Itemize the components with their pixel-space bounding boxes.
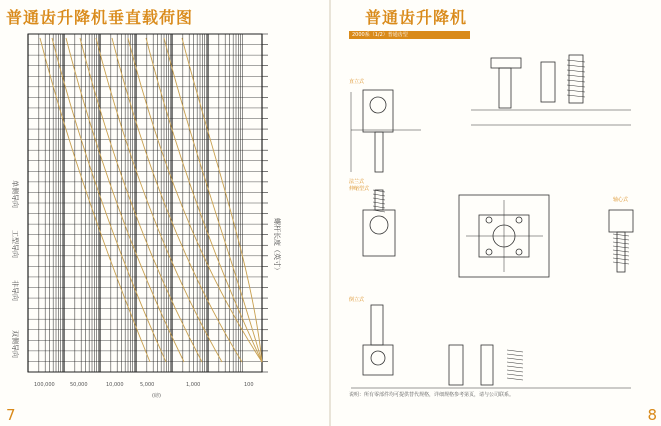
upright-gear (370, 97, 386, 113)
inverted-bellows-fold (507, 366, 523, 368)
bolt-hole (516, 217, 522, 223)
bellows-fold (567, 60, 585, 62)
row-label-3: 工型导向 (11, 230, 19, 258)
inverted-housing (363, 345, 393, 375)
bellows-fold (567, 85, 585, 87)
x-tick-6: 100 (244, 382, 254, 388)
row-label-4: 单侧导向 (11, 180, 19, 208)
upright-housing (363, 90, 393, 132)
bellows-fold (567, 80, 585, 82)
shaft-bellows-fold (613, 234, 629, 236)
right-page-number: 8 (647, 406, 657, 424)
bolt-hole (516, 249, 522, 255)
shaft-screw (617, 232, 625, 272)
upright-screw (375, 132, 383, 172)
load-curve (164, 38, 262, 362)
inverted-bellows-fold (507, 374, 523, 376)
shaft-bellows-fold (613, 258, 629, 260)
shaft-bellows-fold (613, 250, 629, 252)
left-page (0, 0, 330, 426)
load-chart (0, 0, 330, 426)
load-curve (40, 38, 150, 362)
shaft-bellows-fold (613, 238, 629, 240)
bellows-fold (567, 65, 585, 67)
bellows-fold (567, 70, 585, 72)
inverted-bellows-fold (507, 378, 523, 380)
bolt-hole (486, 217, 492, 223)
x-tick-1: 100,000 (34, 382, 55, 388)
x-tick-2: 50,000 (70, 382, 88, 388)
inverted-gear (371, 351, 385, 365)
x-unit-label: (磅) (152, 393, 161, 399)
x-tick-4: 5,000 (140, 382, 155, 388)
inverted-bellows-fold (507, 370, 523, 372)
top-screw (499, 68, 511, 108)
row-label-2: 双侧导向 (11, 330, 19, 358)
shaft-bellows-fold (613, 254, 629, 256)
bellows-fold (567, 90, 585, 92)
bellows-fold (567, 95, 585, 97)
inverted-detail (481, 345, 493, 385)
inverted-bellows-fold (507, 350, 523, 352)
bolt-hole (486, 249, 492, 255)
shaft-bellows-fold (613, 242, 629, 244)
inverted-bellows-fold (507, 358, 523, 360)
x-tick-5: 1,000 (186, 382, 201, 388)
x-tick-3: 10,000 (106, 382, 124, 388)
section-translating: 伸缩型式 (349, 186, 370, 192)
top-plate (491, 58, 521, 68)
left-page-number: 7 (6, 406, 16, 424)
inverted-detail (449, 345, 463, 385)
inverted-bellows-fold (507, 362, 523, 364)
section-flange: 法兰式 (349, 179, 365, 185)
series-banner: 2000系（1/2）普通齿型 (349, 31, 470, 39)
flange-gear (370, 216, 388, 234)
bellows-fold (567, 75, 585, 77)
left-page-title: 普通齿升降机垂直载荷图 (6, 8, 194, 27)
clevis-end (541, 62, 555, 102)
section-shaft-type: 轴心式 (613, 197, 629, 203)
right-page-title: 普通齿升降机 (365, 8, 468, 27)
technical-drawings (331, 0, 661, 426)
footer-note: 说明：所有零部件均可提供替代规格，详细规格参考第页，请与公司联系。 (349, 392, 515, 398)
section-upright: 直立式 (349, 79, 365, 85)
flange-housing (363, 210, 395, 256)
load-curve (182, 38, 262, 362)
inverted-screw (371, 305, 383, 345)
row-label-1: 非导向 (11, 280, 19, 301)
shaft-bellows-fold (613, 262, 629, 264)
shaft-housing (609, 210, 633, 232)
chart-axis-label: 螺杆长度（英寸） (273, 218, 281, 274)
inverted-bellows-fold (507, 354, 523, 356)
shaft-bellows-fold (613, 246, 629, 248)
right-page (331, 0, 661, 426)
section-inverted: 倒立式 (349, 297, 365, 303)
